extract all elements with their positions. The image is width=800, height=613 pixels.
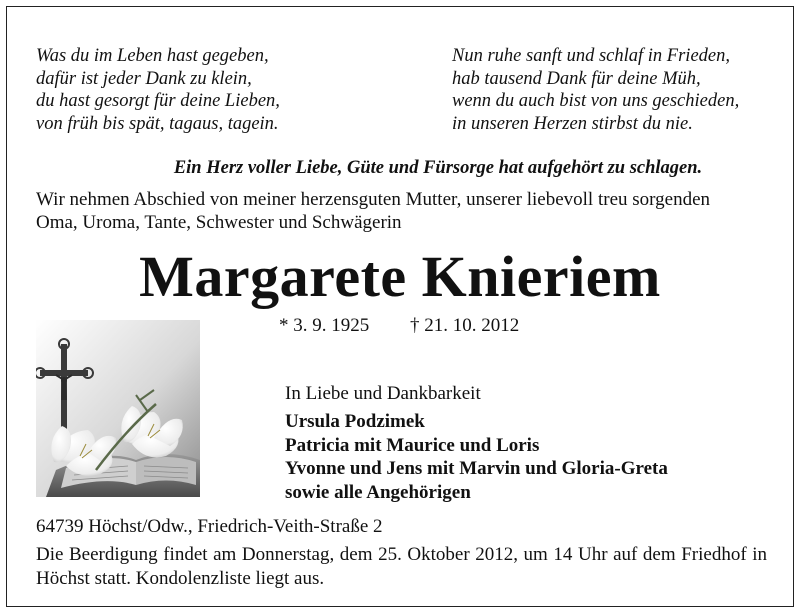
poem-line: in unseren Herzen stirbst du nie. <box>452 113 693 134</box>
funeral-notice: Die Beerdigung findet am Donnerstag, dem 25. Oktober 2012, um 14 Uhr auf dem Friedhof in Höchst statt. Kondolenzliste liegt aus. <box>36 544 767 589</box>
intro-line: Oma, Uroma, Tante, Schwester und Schwägerin <box>36 212 402 233</box>
poem-line: wenn du auch bist von uns geschieden, <box>452 91 740 111</box>
family-signature <box>285 382 668 504</box>
poem-line: Was du im Leben hast gegeben, <box>36 46 269 66</box>
motto: Ein Herz voller Liebe, Güte und Fürsorge hat aufgehört zu schlagen. <box>173 158 703 178</box>
memorial-image <box>36 320 200 497</box>
family-member: Ursula Podzimek <box>285 411 425 432</box>
poem-line: Nun ruhe sanft und schlaf in Frieden, <box>452 46 730 66</box>
family-member: sowie alle Angehörigen <box>285 481 471 503</box>
intro-line: Wir nehmen Abschied von meiner herzensguten Mutter, unserer liebevoll treu sorgenden <box>36 189 710 210</box>
intro-text <box>36 188 710 234</box>
address: 64739 Höchst/Odw., Friedrich-Veith-Straße 2 <box>36 516 383 537</box>
deceased-name: Margarete Knieriem <box>139 244 661 309</box>
family-member: Patricia mit Maurice und Loris <box>285 434 540 456</box>
death-date: † 21. 10. 2012 <box>410 315 520 336</box>
birth-date: * 3. 9. 1925 <box>279 315 370 336</box>
family-member: Yvonne und Jens mit Marvin und Gloria-Greta <box>285 458 668 479</box>
poem-line: hab tausend Dank für deine Müh, <box>452 68 701 89</box>
poem-line: dafür ist jeder Dank zu klein, <box>36 68 252 89</box>
poem-right <box>452 45 739 135</box>
poem-left <box>36 45 280 135</box>
family-label: In Liebe und Dankbarkeit <box>285 383 481 404</box>
poem-line: du hast gesorgt für deine Lieben, <box>36 91 280 111</box>
poem-line: von früh bis spät, tagaus, tagein. <box>36 113 279 134</box>
